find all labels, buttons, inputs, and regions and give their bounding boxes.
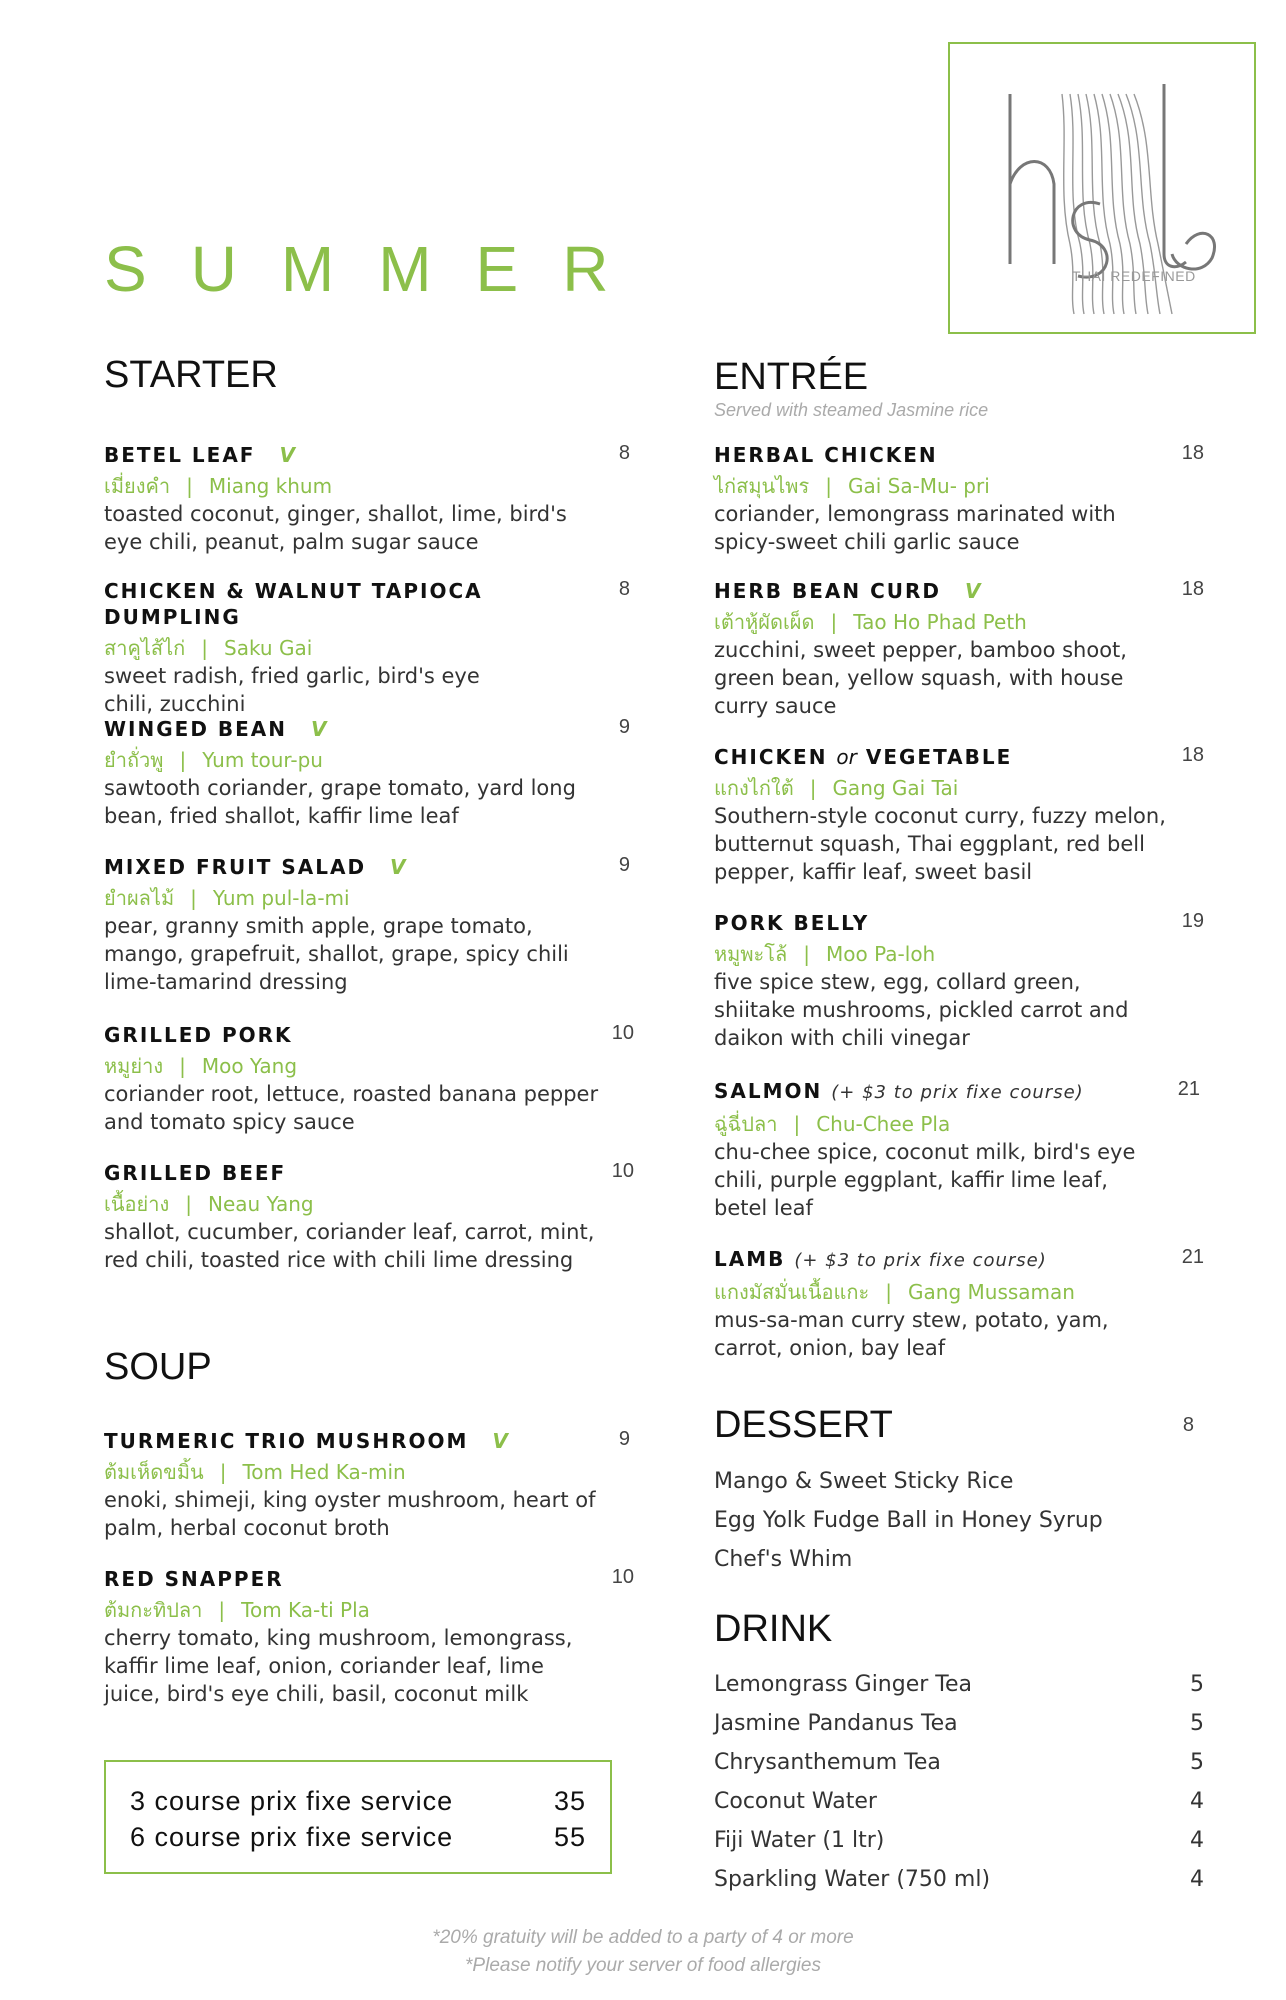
menu-item <box>714 1246 1204 1362</box>
section-subtitle-entree: Served with steamed Jasmine rice <box>714 400 989 420</box>
drink-list <box>714 1665 1204 1899</box>
item-description: coriander, lemongrass marinated with spicy-sweet chili garlic sauce <box>714 502 1116 554</box>
item-description: mus-sa-man curry stew, potato, yam, carrot, onion, bay leaf <box>714 1308 1109 1360</box>
section-title-soup: SOUP <box>104 1346 212 1388</box>
section-title-drink: DRINK <box>714 1608 833 1650</box>
item-name: WINGED BEAN V <box>104 717 327 741</box>
drink-item: Fiji Water (1 ltr) 4 <box>714 1821 1204 1860</box>
logo-box <box>948 42 1256 334</box>
section-title-starter: STARTER <box>104 354 278 396</box>
vegetarian-mark: V <box>965 579 981 603</box>
item-note: (+ $3 to prix fixe course) <box>794 1250 1047 1271</box>
item-price: 8 <box>618 442 630 464</box>
item-price: 9 <box>618 854 630 876</box>
menu-item <box>104 442 630 556</box>
vegetarian-mark: V <box>390 855 406 879</box>
menu-item <box>104 578 630 718</box>
item-thai-name: ยำผลไม้ | Yum pul-la-mi <box>104 886 350 910</box>
item-description: cherry tomato, king mushroom, lemongrass, kaffir lime leaf, onion, coriander leaf, lime juice, bird's eye chili, basil, coconut milk <box>104 1626 573 1706</box>
prix-fixe-price: 55 <box>553 1822 586 1852</box>
menu-title: SUMMER <box>104 233 653 305</box>
menu-item <box>714 744 1204 886</box>
item-price: 21 <box>1177 1078 1200 1100</box>
drink-item: Jasmine Pandanus Tea 5 <box>714 1704 1204 1743</box>
item-name: TURMERIC TRIO MUSHROOM V <box>104 1429 508 1453</box>
menu-item <box>104 1566 634 1708</box>
menu-item <box>104 1160 634 1274</box>
item-description: toasted coconut, ginger, shallot, lime, bird's eye chili, peanut, palm sugar sauce <box>104 502 567 554</box>
item-thai-name: สาคูไส้ไก่ | Saku Gai <box>104 636 313 660</box>
item-name: MIXED FRUIT SALAD V <box>104 855 406 879</box>
item-price: 18 <box>1181 578 1204 600</box>
menu-item <box>104 1022 634 1136</box>
item-thai-name: ต้มเห็ดขมิ้น | Tom Hed Ka-min <box>104 1460 406 1484</box>
item-thai-name: หมูพะโล้ | Moo Pa-loh <box>714 942 936 966</box>
drink-price: 5 <box>1190 1711 1204 1736</box>
item-price: 8 <box>618 578 630 600</box>
drink-item: Lemongrass Ginger Tea 5 <box>714 1665 1204 1704</box>
item-price: 19 <box>1181 910 1204 932</box>
item-description: zucchini, sweet pepper, bamboo shoot, green bean, yellow squash, with house curry sauce <box>714 638 1127 718</box>
item-thai-name: แกงไก่ใต้ | Gang Gai Tai <box>714 776 959 800</box>
item-thai-name: ต้มกะทิปลา | Tom Ka-ti Pla <box>104 1598 370 1622</box>
item-thai-name: เมี่ยงคำ | Miang khum <box>104 474 333 498</box>
drink-item: Chrysanthemum Tea 5 <box>714 1743 1204 1782</box>
drink-price: 4 <box>1190 1867 1204 1892</box>
item-name-or: or <box>836 745 857 769</box>
drink-price: 5 <box>1190 1672 1204 1697</box>
item-name: CHICKEN & WALNUT TAPIOCA DUMPLING <box>104 579 483 629</box>
item-name: HERBAL CHICKEN <box>714 443 938 467</box>
prix-fixe-box <box>104 1760 612 1874</box>
footnotes <box>0 1924 1286 1980</box>
dessert-item: Egg Yolk Fudge Ball in Honey Syrup <box>714 1508 1103 1533</box>
vegetarian-mark: V <box>311 717 327 741</box>
item-price: 10 <box>611 1160 634 1182</box>
drink-item: Coconut Water 4 <box>714 1782 1204 1821</box>
item-description: five spice stew, egg, collard green, shiitake mushrooms, pickled carrot and daikon with chili vinegar <box>714 970 1129 1050</box>
item-thai-name: ยำถั่วพู | Yum tour-pu <box>104 748 323 772</box>
item-price: 10 <box>611 1566 634 1588</box>
drink-price: 4 <box>1190 1789 1204 1814</box>
footnote-allergies: *Please notify your server of food allergies <box>465 1955 821 1976</box>
item-name: RED SNAPPER <box>104 1567 284 1591</box>
item-description: coriander root, lettuce, roasted banana pepper and tomato spicy sauce <box>104 1082 599 1134</box>
vegetarian-mark: V <box>492 1429 508 1453</box>
menu-item <box>104 716 630 830</box>
menu-item <box>714 578 1204 720</box>
vegetarian-mark: V <box>279 443 295 467</box>
menu-item <box>714 910 1204 1052</box>
menu-item <box>714 1078 1204 1222</box>
item-description: enoki, shimeji, king oyster mushroom, heart of palm, herbal coconut broth <box>104 1488 596 1540</box>
prix-fixe-row: 3 course prix fixe service 35 <box>130 1786 586 1816</box>
item-description: chu-chee spice, coconut milk, bird's eye chili, purple eggplant, kaffir lime leaf, betel leaf <box>714 1140 1136 1220</box>
dessert-price: 8 <box>1182 1414 1194 1436</box>
section-title-dessert: DESSERT <box>714 1404 893 1446</box>
item-description: shallot, cucumber, coriander leaf, carrot, mint, red chili, toasted rice with chili lime dressing <box>104 1220 595 1272</box>
item-thai-name: แกงมัสมั่นเนื้อแกะ | Gang Mussaman <box>714 1280 1075 1304</box>
item-name: GRILLED BEEF <box>104 1161 287 1185</box>
item-thai-name: ฉู่ฉี่ปลา | Chu-Chee Pla <box>714 1112 951 1136</box>
prix-fixe-row: 6 course prix fixe service 55 <box>130 1822 586 1852</box>
logo-mark-icon <box>950 44 1254 332</box>
item-price: 18 <box>1181 442 1204 464</box>
dessert-item: Mango & Sweet Sticky Rice <box>714 1469 1014 1494</box>
item-name: PORK BELLY <box>714 911 870 935</box>
item-name: GRILLED PORK <box>104 1023 293 1047</box>
item-price: 10 <box>611 1022 634 1044</box>
item-price: 18 <box>1181 744 1204 766</box>
footnote-gratuity: *20% gratuity will be added to a party of 4 or more <box>432 1927 854 1948</box>
section-title-entree: ENTRÉE <box>714 356 869 398</box>
item-price: 9 <box>618 716 630 738</box>
item-name: CHICKEN or VEGETABLE <box>714 745 1013 769</box>
item-description: sawtooth coriander, grape tomato, yard long bean, fried shallot, kaffir lime leaf <box>104 776 576 828</box>
dessert-item: Chef's Whim <box>714 1547 853 1572</box>
item-thai-name: ไก่สมุนไพร | Gai Sa-Mu- pri <box>714 474 990 498</box>
item-description: sweet radish, fried garlic, bird's eye chili, zucchini <box>104 664 480 716</box>
item-name: LAMB (+ $3 to prix fixe course) <box>714 1247 1047 1271</box>
dessert-list <box>714 1462 1204 1579</box>
drink-price: 4 <box>1190 1828 1204 1853</box>
item-name: BETEL LEAF V <box>104 443 295 467</box>
item-price: 21 <box>1181 1246 1204 1268</box>
drink-item: Sparkling Water (750 ml) 4 <box>714 1860 1204 1899</box>
item-description: Southern-style coconut curry, fuzzy melon, butternut squash, Thai eggplant, red bell pepper, kaffir leaf, sweet basil <box>714 804 1166 884</box>
item-thai-name: เต้าหู้ผัดเผ็ด | Tao Ho Phad Peth <box>714 610 1027 634</box>
item-note: (+ $3 to prix fixe course) <box>831 1082 1084 1103</box>
menu-item <box>104 854 630 996</box>
item-price: 9 <box>618 1428 630 1450</box>
menu-item <box>104 1428 630 1542</box>
item-description: pear, granny smith apple, grape tomato, mango, grapefruit, shallot, grape, spicy chili lime-tamarind dressing <box>104 914 569 994</box>
item-name: SALMON (+ $3 to prix fixe course) <box>714 1079 1084 1103</box>
item-name: HERB BEAN CURD V <box>714 579 981 603</box>
menu-item <box>714 442 1204 556</box>
item-thai-name: เนื้อย่าง | Neau Yang <box>104 1192 314 1216</box>
item-thai-name: หมูย่าง | Moo Yang <box>104 1054 298 1078</box>
prix-fixe-price: 35 <box>553 1786 586 1816</box>
logo-tagline: THAI REDEFINED <box>1072 268 1196 284</box>
drink-price: 5 <box>1190 1750 1204 1775</box>
